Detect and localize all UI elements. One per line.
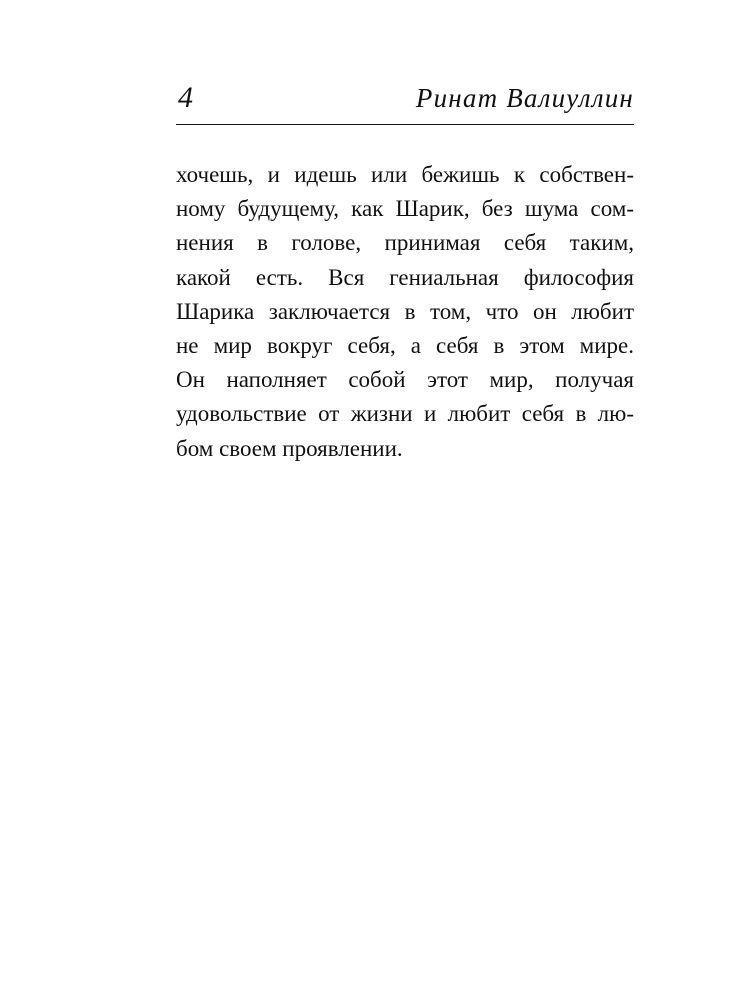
text-line: Шарика заключается в том, что он любит	[176, 298, 634, 324]
text-line: не мир вокруг себя, а себя в этом мире.	[176, 332, 634, 358]
body-paragraph	[176, 158, 634, 466]
text-line: хочешь, и идешь или бежишь к собствен-	[176, 162, 634, 187]
header-rule	[176, 124, 634, 125]
text-line: какой есть. Вся гениальная философия	[176, 264, 634, 290]
page-number: 4	[178, 81, 193, 114]
text-line: Он наполняет собой этот мир, получая	[176, 367, 634, 393]
text-line: ному будущему, как Шарик, без шума сом-	[176, 196, 634, 222]
text-line: бом своем проявлении.	[176, 435, 403, 461]
text-line: удовольствие от жизни и любит себя в лю-	[176, 401, 634, 427]
author-name: Ринат Валиуллин	[415, 83, 634, 113]
running-head	[176, 80, 634, 120]
text-line: нения в голове, принимая себя таким,	[176, 230, 634, 256]
